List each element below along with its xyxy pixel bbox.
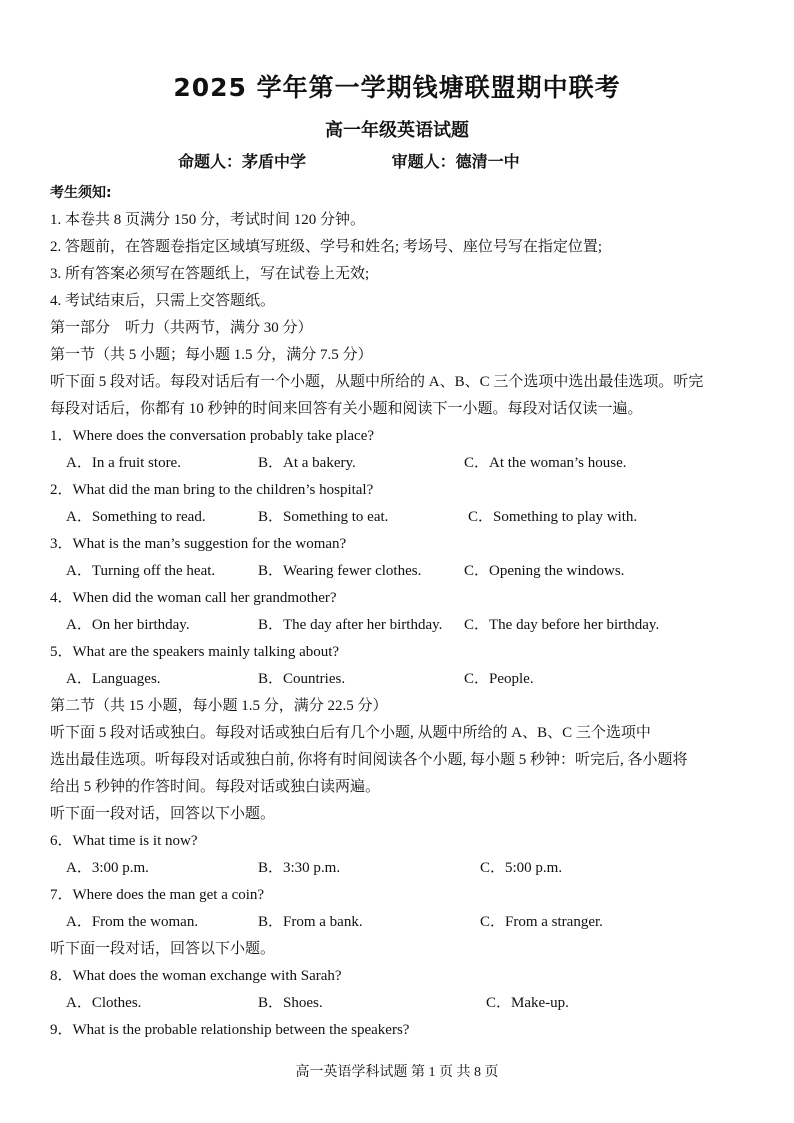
section1-instructions: 听下面 5 段对话。每段对话后有一个小题，从题中所给的 A、B、C 三个选项中选出最佳选项。听完 [50,374,704,390]
option-b: B．Shoes. [258,995,323,1011]
option-b: B．Wearing fewer clothes. [258,563,422,579]
option-b: B．Something to eat. [258,509,389,525]
options-2 [50,504,750,531]
section1-heading: 第一节（共 5 小题；每小题 1.5 分，满分 7.5 分） [50,347,373,363]
option-a: A．Clothes. [66,995,142,1011]
author-label: 命题人：茅盾中学 [178,152,307,171]
notice-heading: 考生须知: [50,185,112,201]
question-4: 4．When did the woman call her grandmother? [50,590,337,606]
options-7 [50,909,750,936]
options-8 [50,990,750,1017]
option-c: C．5:00 p.m. [480,860,563,876]
option-b: B．From a bank. [258,914,363,930]
question-6: 6．What time is it now? [50,833,198,849]
option-c: C．People. [464,671,534,687]
option-c: C．Make-up. [486,995,569,1011]
options-1 [50,450,750,477]
option-a: A．3:00 p.m. [66,860,149,876]
option-a: A．On her birthday. [66,617,190,633]
option-b: B．3:30 p.m. [258,860,341,876]
option-b: B．Countries. [258,671,346,687]
section2-instructions: 选出最佳选项。听每段对话或独白前, 你将有时间阅读各个小题, 每小题 5 秒钟：听完后, 各小题将 [50,752,688,768]
option-c: C．At the woman’s house. [464,455,627,471]
question-5: 5．What are the speakers mainly talking about? [50,644,340,660]
listen-instruction: 听下面一段对话，回答以下小题。 [50,806,276,822]
options-6 [50,855,750,882]
question-7: 7．Where does the man get a coin? [50,887,265,903]
authors-line [178,149,678,172]
option-c: C．The day before her birthday. [464,617,660,633]
section1-instructions: 每段对话后，你都有 10 秒钟的时间来回答有关小题和阅读下一小题。每段对话仅读一遍。 [50,401,643,417]
question-3: 3．What is the man’s suggestion for the woman? [50,536,347,552]
section2-instructions: 听下面 5 段对话或独白。每段对话或独白后有几个小题, 从题中所给的 A、B、C 三个选项中 [50,725,651,741]
notice-item: 2. 答题前，在答题卷指定区域填写班级、学号和姓名; 考场号、座位号写在指定位置; [50,239,603,255]
exam-title: 2025 学年第一学期钱塘联盟期中联考 [173,73,621,102]
option-b: B．At a bakery. [258,455,356,471]
option-a: A．In a fruit store. [66,455,181,471]
option-a: A．Languages. [66,671,161,687]
option-a: A．Turning off the heat. [66,563,216,579]
option-a: A．From the woman. [66,914,199,930]
notice-item: 3. 所有答案必须写在答题纸上，写在试卷上无效; [50,266,370,282]
exam-content [50,180,750,1044]
options-5 [50,666,750,693]
option-b: B．The day after her birthday. [258,617,443,633]
option-c: C．Opening the windows. [464,563,625,579]
section2-instructions: 给出 5 秒钟的作答时间。每段对话或独白读两遍。 [50,779,381,795]
option-c: C．From a stranger. [480,914,603,930]
reviewer-label: 审题人：德清一中 [391,152,520,171]
section2-heading: 第二节（共 15 小题，每小题 1.5 分，满分 22.5 分） [50,698,388,714]
question-1: 1．Where does the conversation probably take place? [50,428,375,444]
exam-subtitle: 高一年级英语试题 [325,120,469,141]
option-c: C．Something to play with. [468,509,638,525]
question-8: 8．What does the woman exchange with Sarah? [50,968,342,984]
notice-item: 1. 本卷共 8 页满分 150 分，考试时间 120 分钟。 [50,212,366,228]
part1-heading: 第一部分 听力（共两节，满分 30 分） [50,320,313,336]
option-a: A．Something to read. [66,509,206,525]
options-3 [50,558,750,585]
question-2: 2．What did the man bring to the children’s hospital? [50,482,374,498]
notice-item: 4. 考试结束后，只需上交答题纸。 [50,293,276,309]
question-9: 9．What is the probable relationship between the speakers? [50,1022,410,1038]
listen-instruction: 听下面一段对话，回答以下小题。 [50,941,276,957]
options-4 [50,612,750,639]
page-footer: 高一英语学科试题 第 1 页 共 8 页 [295,1065,499,1080]
